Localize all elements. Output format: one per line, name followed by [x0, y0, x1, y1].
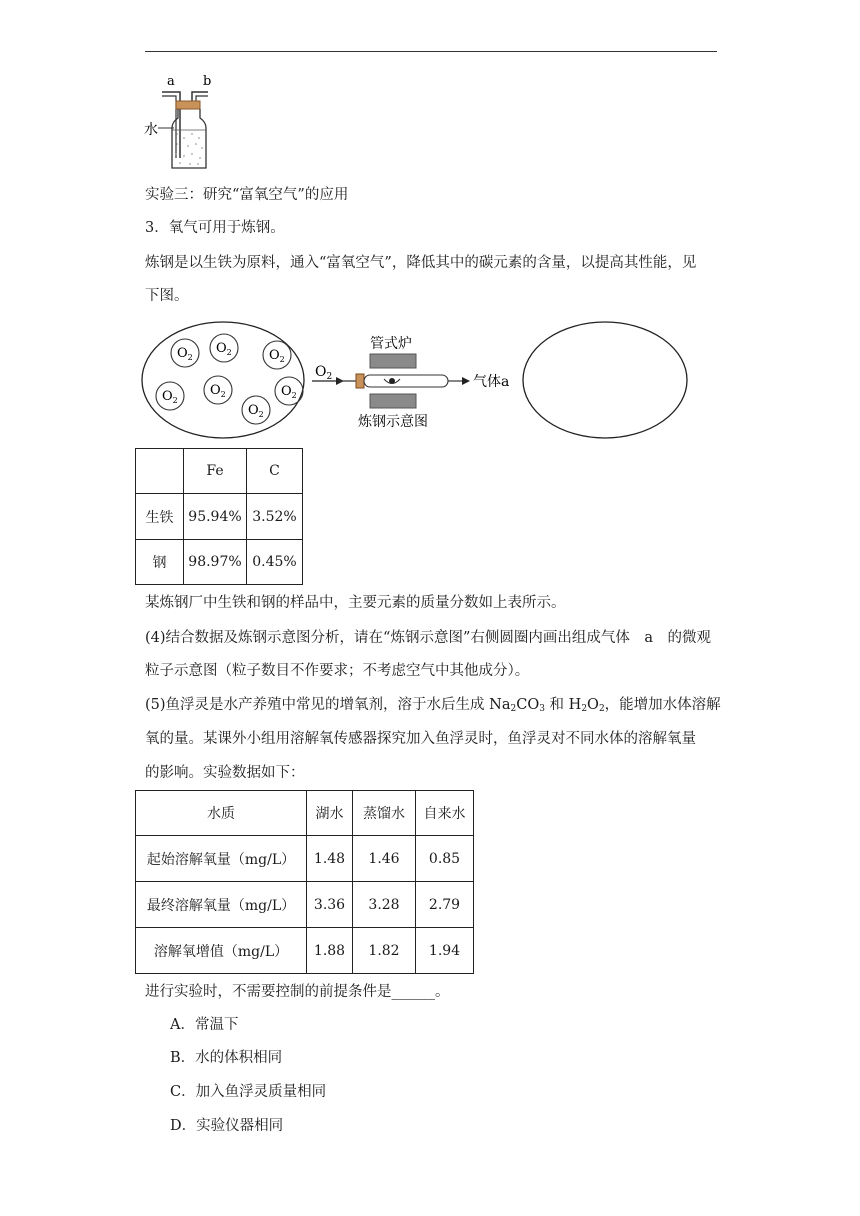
oxygen-molecule-label: $O_2$	[281, 384, 297, 400]
table-cell: 3.36	[307, 882, 353, 928]
table-cell: 3.52%	[247, 494, 303, 540]
oxygen-molecule-label: $O_2$	[177, 346, 193, 362]
furnace-label: 管式炉	[370, 336, 412, 352]
oxygen-molecule-label: $O_2$	[210, 383, 226, 399]
table-cell: 1.46	[353, 836, 416, 882]
table-cell: 溶解氧增值（mg/L）	[136, 928, 307, 974]
exp3-heading: 实验三：研究“富氧空气”的应用	[145, 187, 349, 203]
option-c[interactable]: C．加入鱼浮灵质量相同	[170, 1084, 327, 1100]
gas-a-answer-ellipse	[523, 322, 687, 438]
table-cell: 95.94%	[184, 494, 247, 540]
table1-note: 某炼钢厂中生铁和钢的样品中，主要元素的质量分数如上表所示。	[145, 595, 566, 611]
table-row	[136, 540, 303, 585]
tube-stopper	[356, 374, 364, 388]
q5-line3: 的影响。实验数据如下：	[145, 765, 305, 781]
q4-line2: 粒子示意图（粒子数目不作要求；不考虑空气中其他成分）。	[145, 663, 530, 679]
oxygen-molecule-label: $O_2$	[269, 348, 285, 364]
table-cell: Fe	[184, 449, 247, 494]
table-cell: 自来水	[416, 791, 474, 836]
table-cell: 起始溶解氧量（mg/L）	[136, 836, 307, 882]
option-b[interactable]: B．水的体积相同	[170, 1050, 283, 1066]
option-d[interactable]: D．实验仪器相同	[170, 1118, 284, 1134]
composition-table	[135, 448, 303, 585]
table-cell: 98.97%	[184, 540, 247, 585]
q5-line2: 氧的量。某课外小组用溶解氧传感器探究加入鱼浮灵时，鱼浮灵对不同水体的溶解氧量	[145, 731, 696, 747]
table-row	[136, 494, 303, 540]
table-cell: 3.28	[353, 882, 416, 928]
top-rule	[145, 51, 717, 52]
option-a[interactable]: A．常温下	[170, 1017, 239, 1033]
table-cell: 1.88	[307, 928, 353, 974]
table-cell: 1.82	[353, 928, 416, 974]
inlet-label: $O_2$	[315, 364, 333, 382]
table-cell: 钢	[136, 540, 184, 585]
furnace-bottom-block	[370, 394, 416, 408]
table-row	[136, 882, 474, 928]
dissolved-oxygen-table	[135, 790, 474, 974]
oxygen-molecule-label: $O_2$	[248, 403, 264, 419]
label-water: 水	[144, 122, 158, 138]
table-cell: 水质	[136, 791, 307, 836]
label-a: a	[167, 74, 175, 89]
q3-para-line2: 下图。	[145, 288, 189, 304]
table-cell: 0.45%	[247, 540, 303, 585]
reaction-tube	[364, 375, 448, 387]
furnace-top-block	[370, 354, 416, 368]
q3-title: 3．氧气可用于炼钢。	[145, 220, 285, 236]
table-cell: 最终溶解氧量（mg/L）	[136, 882, 307, 928]
table-cell	[136, 449, 184, 494]
oxygen-molecule-label: $O_2$	[162, 389, 178, 405]
table-row	[136, 449, 303, 494]
oxygen-molecule-label: $O_2$	[216, 341, 232, 357]
table-row	[136, 928, 474, 974]
q3-para-line1: 炼钢是以生铁为原料，通入“富氧空气”，降低其中的碳元素的含量，以提高其性能，见	[145, 255, 697, 271]
q5-question: 进行实验时，不需要控制的前提条件是______。	[145, 984, 450, 1000]
gas-bottle-figure	[140, 68, 220, 178]
steelmaking-diagram	[140, 318, 700, 442]
label-b: b	[203, 74, 212, 89]
q5-line1: (5)鱼浮灵是水产养殖中常见的增氧剂，溶于水后生成 $Na_2CO_3$ 和 $H_2O_2$，能增加水体溶解	[145, 697, 721, 714]
table-cell: 1.48	[307, 836, 353, 882]
table-row	[136, 836, 474, 882]
outlet-label: 气体a	[473, 374, 510, 390]
diagram-caption: 炼钢示意图	[358, 414, 428, 430]
table-cell: 1.94	[416, 928, 474, 974]
q4-line1: (4)结合数据及炼钢示意图分析，请在“炼钢示意图”右侧圆圈内画出组成气体 a 的微观	[145, 630, 712, 646]
oxygen-molecules	[156, 334, 303, 424]
table-cell: 蒸馏水	[353, 791, 416, 836]
table-cell: 生铁	[136, 494, 184, 540]
table-cell: 2.79	[416, 882, 474, 928]
table-cell: 0.85	[416, 836, 474, 882]
table-row	[136, 791, 474, 836]
table-cell: 湖水	[307, 791, 353, 836]
table-cell: C	[247, 449, 303, 494]
